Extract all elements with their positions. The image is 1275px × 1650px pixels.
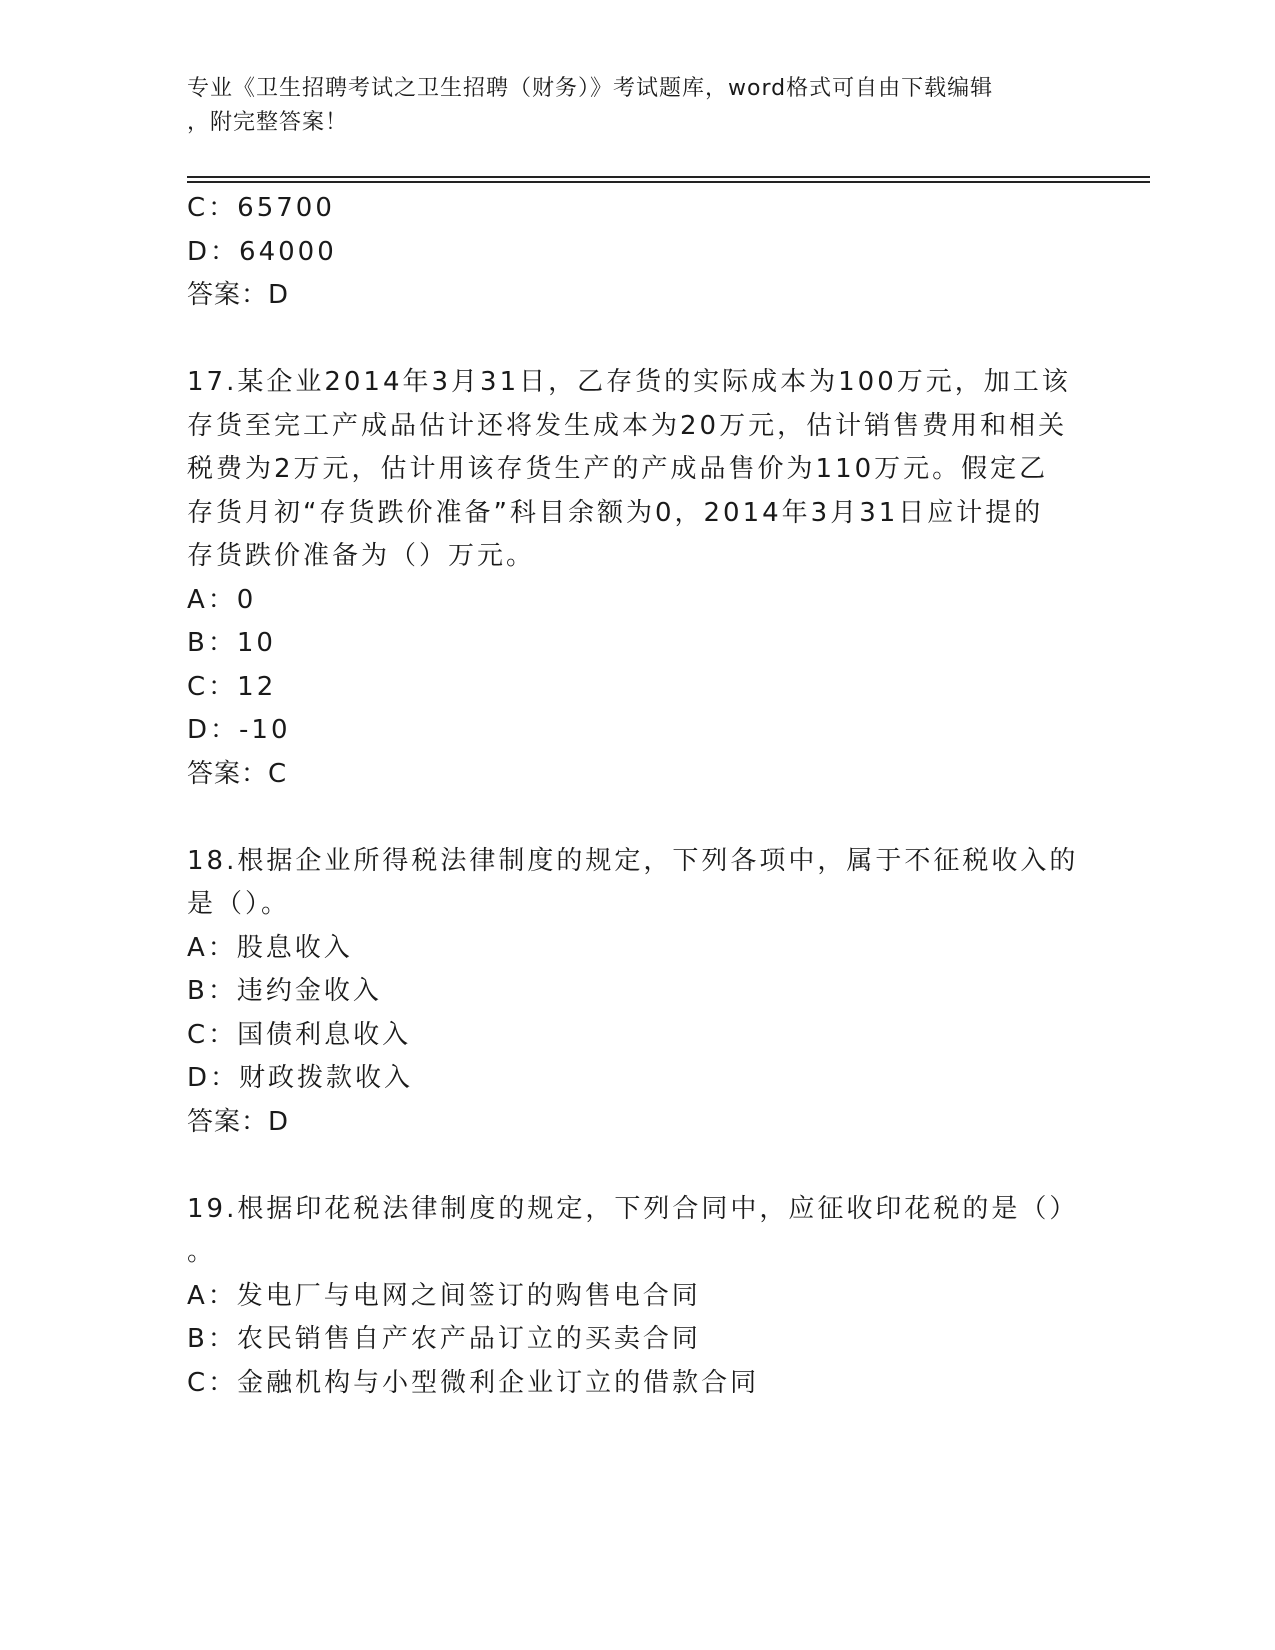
prev-option-c: C：65700 <box>187 193 335 223</box>
q19-option-c: C：金融机构与小型微利企业订立的借款合同 <box>187 1368 760 1398</box>
q19-option-a: A：发电厂与电网之间签订的购售电合同 <box>187 1281 701 1311</box>
prev-option-d: D：64000 <box>187 237 337 267</box>
header-divider-top <box>187 176 1150 178</box>
prev-answer: 答案：D <box>187 280 290 310</box>
page-header <box>187 72 1067 140</box>
q17-option-d: D：-10 <box>187 715 291 745</box>
q18-option-a: A：股息收入 <box>187 933 353 963</box>
q18-text-line-1: 18.根据企业所得税法律制度的规定，下列各项中，属于不征税收入的 <box>187 846 1079 876</box>
q17-text-line-1: 17.某企业2014年3月31日，乙存货的实际成本为100万元，加工该 <box>187 367 1071 397</box>
q17-answer: 答案：C <box>187 759 288 789</box>
q18-text-line-2: 是（）。 <box>187 889 291 919</box>
q17-text-line-4: 存货月初“存货跌价准备”科目余额为0，2014年3月31日应计提的 <box>187 498 1044 528</box>
q17-text-line-3: 税费为2万元，估计用该存货生产的产成品售价为110万元。假定乙 <box>187 454 1049 484</box>
header-title-line-1: 专业《卫生招聘考试之卫生招聘（财务）》考试题库，word格式可自由下载编辑 <box>187 76 994 101</box>
header-title-line-2: ，附完整答案！ <box>187 110 349 135</box>
q17-option-c: C：12 <box>187 672 277 702</box>
q17-option-b: B：10 <box>187 628 276 658</box>
header-divider-bottom <box>187 181 1150 183</box>
q18-option-c: C：国债利息收入 <box>187 1020 412 1050</box>
q18-option-d: D：财政拨款收入 <box>187 1063 414 1093</box>
q19-option-b: B：农民销售自产农产品订立的买卖合同 <box>187 1324 701 1354</box>
q18-answer: 答案：D <box>187 1107 290 1137</box>
q17-text-line-2: 存货至完工产成品估计还将发生成本为20万元，估计销售费用和相关 <box>187 411 1068 441</box>
q17-text-line-5: 存货跌价准备为（）万元。 <box>187 541 536 571</box>
q18-option-b: B：违约金收入 <box>187 976 382 1006</box>
q19-text-line-2: 。 <box>187 1237 217 1267</box>
q17-option-a: A：0 <box>187 585 257 615</box>
q19-text-line-1: 19.根据印花税法律制度的规定，下列合同中，应征收印花税的是（） <box>187 1194 1079 1224</box>
